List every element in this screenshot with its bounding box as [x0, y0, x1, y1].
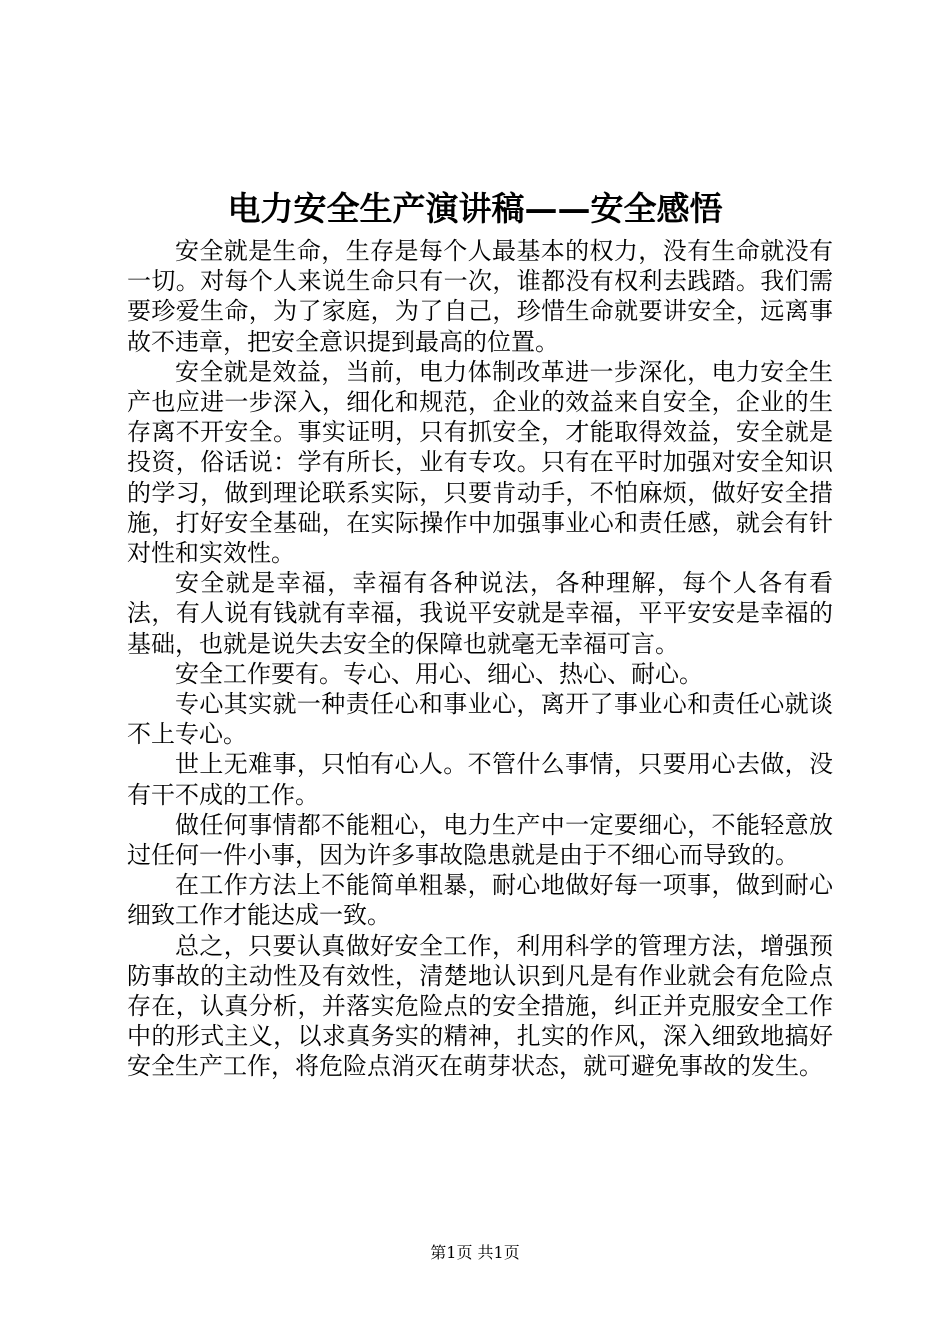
document-body: [127, 236, 833, 1082]
paragraph-9: 总之，只要认真做好安全工作，利用科学的管理方法，增强预防事故的主动性及有效性，清楚地认识到凡是有作业就会有危险点存在，认真分析，并落实危险点的安全措施，纠正并克服安全工作中的形式主义，以求真务实的精神，扎实的作风，深入细致地搞好安全生产工作，将危险点消灭在萌芽状态，就可避免事故的发生。: [127, 931, 833, 1081]
page-footer: 第1页 共1页: [430, 1243, 520, 1262]
paragraph-4: 安全工作要有。专心、用心、细心、热心、耐心。: [175, 659, 703, 688]
paragraph-8: 在工作方法上不能简单粗暴，耐心地做好每一项事，做到耐心细致工作才能达成一致。: [127, 871, 833, 930]
paragraph-1: 安全就是生命，生存是每个人最基本的权力，没有生命就没有一切。对每个人来说生命只有一次，谁都没有权利去践踏。我们需要珍爱生命，为了家庭，为了自己，珍惜生命就要讲安全，远离事故不违章，把安全意识提到最高的位置。: [127, 237, 833, 356]
paragraph-3: 安全就是幸福，幸福有各种说法，各种理解，每个人各有看法，有人说有钱就有幸福，我说平安就是幸福，平平安安是幸福的基础，也就是说失去安全的保障也就毫无幸福可言。: [127, 569, 833, 658]
paragraph-6: 世上无难事，只怕有心人。不管什么事情，只要用心去做，没有干不成的工作。: [127, 750, 833, 809]
paragraph-7: 做任何事情都不能粗心，电力生产中一定要细心，不能轻意放过任何一件小事，因为许多事故隐患就是由于不细心而导致的。: [127, 810, 833, 870]
paragraph-5: 专心其实就一种责任心和事业心，离开了事业心和责任心就谈不上专心。: [127, 690, 833, 749]
paragraph-2: 安全就是效益，当前，电力体制改革进一步深化，电力安全生产也应进一步深入，细化和规范，企业的效益来自安全，企业的生存离不开安全。事实证明，只有抓安全，才能取得效益，安全就是投资，俗话说：学有所长，业有专攻。只有在平时加强对安全知识的学习，做到理论联系实际，只要肯动手，不怕麻烦，做好安全措施，打好安全基础，在实际操作中加强事业心和责任感，就会有针对性和实效性。: [127, 357, 833, 568]
document-title: 电力安全生产演讲稿——安全感悟: [227, 189, 723, 228]
